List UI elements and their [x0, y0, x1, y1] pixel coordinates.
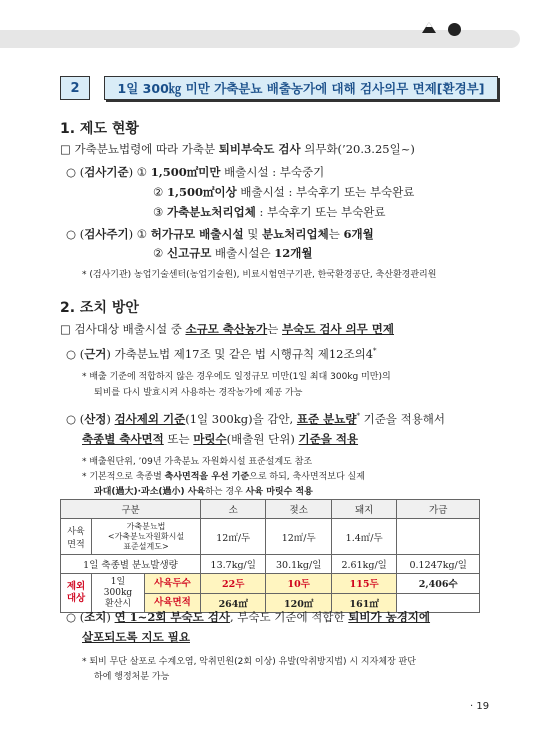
section-title: 1일 300㎏ 미만 가축분뇨 배출농가에 대해 검사의무 면제[환경부] — [104, 76, 498, 100]
heading-current-system: 1. 제도 현황 — [60, 121, 139, 137]
s2-action-note-1: * 퇴비 무단 살포로 수계오염, 악취민원(2회 이상) 유발(악취방지법) 시 지자체장 판단 — [82, 657, 416, 667]
s2-action-2: 살포되도록 지도 필요 — [82, 630, 190, 644]
s2-action-1: ○ (조치) 연 1~2회 부숙도 검사, 부숙도 기준에 적합한 퇴비가 농경지에 — [66, 610, 431, 624]
s1-standard-1: ○ (검사기준) ① 1,500㎡미만 배출시설 : 부숙중기 — [66, 165, 325, 179]
s2-intro: □ 검사대상 배출시설 중 소규모 축산농가는 부숙도 검사 의무 면제 — [60, 322, 395, 336]
row2-cow: 13.7kg/일 — [201, 555, 266, 574]
row1-pig: 1.4㎡/두 — [331, 519, 396, 555]
row2-poultry: 0.1247kg/일 — [397, 555, 480, 574]
row3-pig-area: 161㎡ — [331, 593, 396, 613]
row3-exempt-label: 제외 대상 — [61, 574, 92, 613]
row1-dairy: 12㎡/두 — [266, 519, 331, 555]
row2-dairy: 30.1kg/일 — [266, 555, 331, 574]
s1-cycle-1: ○ (검사주기) ① 허가규모 배출시설 및 분뇨처리업체는 6개월 — [66, 227, 374, 241]
row3-pig-count: 115두 — [331, 574, 396, 594]
th-dairy: 젖소 — [266, 500, 331, 519]
s1-standard-3: ③ 가축분뇨처리업체 : 부숙후기 또는 부숙완료 — [153, 205, 386, 219]
section-header — [60, 76, 498, 98]
row2-label: 1일 축종별 분뇨발생량 — [61, 555, 201, 574]
s2-calc-2: 축종별 축사면적 또는 마릿수(배출원 단위) 기준을 적용 — [82, 432, 359, 446]
s2-calc-1: ○ (산정) 검사제외 기준(1일 300kg)을 감안, 표준 분뇨량* 기준을 적용해서 — [66, 412, 446, 426]
s1-note: * (검사기관) 농업기술센터(농업기술원), 비료시험연구기관, 한국환경공단, 축산환경관리원 — [82, 270, 437, 280]
row1-cow: 12㎡/두 — [201, 519, 266, 555]
row3-dairy-count: 10두 — [266, 574, 331, 594]
row3-cow-area: 264㎡ — [201, 593, 266, 613]
section-number: 2 — [60, 76, 90, 100]
s2-calc-note-2: * 기본적으로 축종별 축사면적을 우선 기준으로 하되, 축사면적보다 실제 — [82, 472, 365, 482]
th-category: 구분 — [61, 500, 201, 519]
th-cow: 소 — [201, 500, 266, 519]
s2-basis-note-2: 퇴비를 다시 발효시켜 사용하는 경작농가에 제공 가능 — [94, 388, 303, 398]
page-number: · 19 — [470, 701, 490, 712]
th-poultry: 가금 — [397, 500, 480, 519]
s2-calc-note-3: 과대(過大)·과소(過小) 사육하는 경우 사육 마릿수 적용 — [94, 487, 313, 497]
row1-source: 가축분뇨법 <가축분뇨자원화시설 표준설계도> — [92, 519, 201, 555]
row3-conversion: 1일 300kg 환산시 — [92, 574, 145, 612]
s1-intro: □ 가축분뇨법령에 따라 가축분 퇴비부숙도 검사 의무화(’20.3.25일~) — [60, 142, 415, 156]
s2-basis: ○ (근거) 가축분뇨법 제17조 및 같은 법 시행규칙 제12조의4* — [66, 347, 377, 361]
s1-cycle-2: ② 신고규모 배출시설은 12개월 — [153, 246, 313, 260]
exemption-table — [60, 499, 480, 613]
row1-poultry — [397, 519, 480, 555]
s1-standard-2: ② 1,500㎡이상 배출시설 : 부숙후기 또는 부숙완료 — [153, 185, 415, 199]
row3-cow-count: 22두 — [201, 574, 266, 594]
header-bar — [0, 30, 520, 48]
row3-label-count: 사육두수 — [145, 574, 200, 594]
row3-label-area: 사육면적 — [145, 594, 200, 612]
row3-dairy-area: 120㎡ — [266, 593, 331, 613]
s2-action-note-2: 하에 행정처분 가능 — [94, 672, 170, 682]
s2-calc-note-1: * 배출원단위, ’09년 가축분뇨 자원화시설 표준설계도 참조 — [82, 457, 313, 467]
row3-sub — [92, 574, 201, 613]
mountain-icon — [422, 20, 436, 34]
row1-label: 사육 면적 — [61, 519, 92, 555]
s2-basis-note-1: * 배출 기준에 적합하지 않은 경우에도 일정규모 미만(1일 최대 300kg 미만)의 — [82, 372, 391, 382]
row2-pig: 2.61kg/일 — [331, 555, 396, 574]
heading-action-plan: 2. 조치 방안 — [60, 300, 139, 316]
th-pig: 돼지 — [331, 500, 396, 519]
circle-icon — [448, 23, 461, 36]
row3-poultry-count: 2,406수 — [397, 574, 480, 594]
